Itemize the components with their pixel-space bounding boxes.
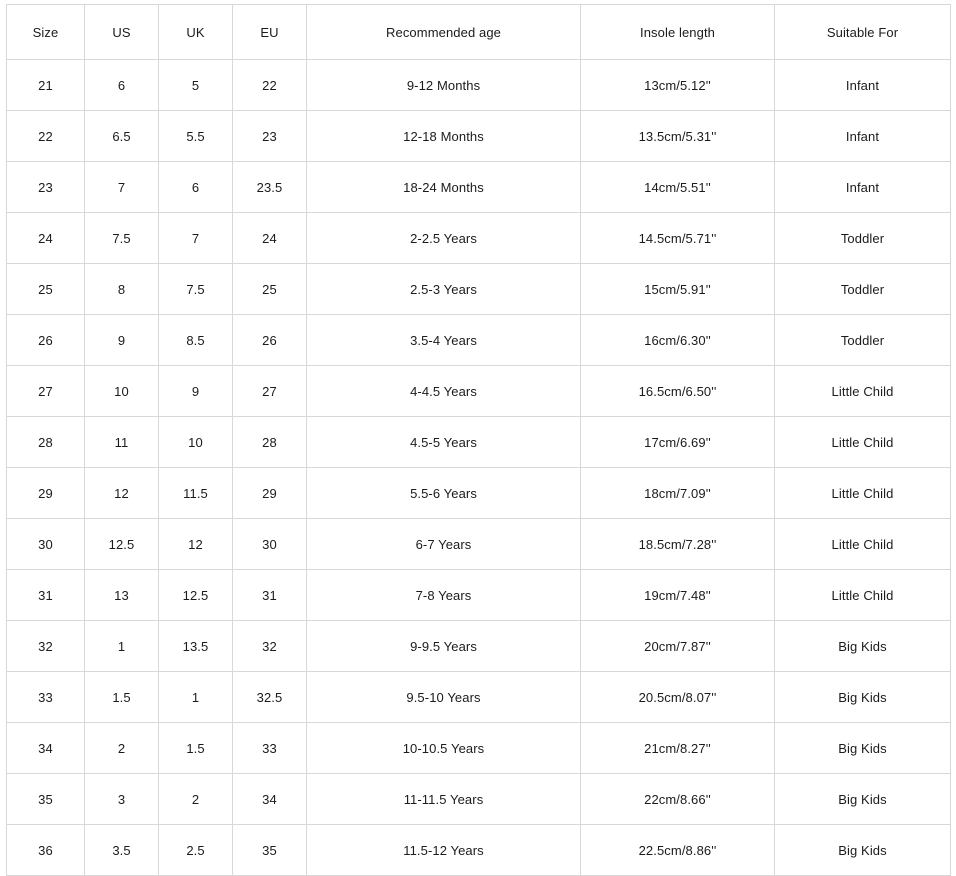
cell-size: 33 (7, 672, 85, 723)
cell-uk: 12 (159, 519, 233, 570)
cell-eu: 23.5 (233, 162, 307, 213)
cell-us: 3.5 (85, 825, 159, 876)
cell-us: 8 (85, 264, 159, 315)
cell-insole-length: 18cm/7.09'' (581, 468, 775, 519)
cell-size: 35 (7, 774, 85, 825)
cell-recommended-age: 5.5-6 Years (307, 468, 581, 519)
cell-eu: 33 (233, 723, 307, 774)
table-row (7, 570, 951, 621)
cell-uk: 2.5 (159, 825, 233, 876)
cell-recommended-age: 10-10.5 Years (307, 723, 581, 774)
cell-insole-length: 13cm/5.12'' (581, 60, 775, 111)
cell-recommended-age: 6-7 Years (307, 519, 581, 570)
cell-size: 27 (7, 366, 85, 417)
size-chart-table (6, 4, 951, 876)
table-row (7, 621, 951, 672)
cell-recommended-age: 11-11.5 Years (307, 774, 581, 825)
table-row (7, 162, 951, 213)
cell-uk: 1.5 (159, 723, 233, 774)
cell-size: 34 (7, 723, 85, 774)
cell-recommended-age: 4.5-5 Years (307, 417, 581, 468)
cell-insole-length: 21cm/8.27'' (581, 723, 775, 774)
cell-uk: 6 (159, 162, 233, 213)
cell-uk: 12.5 (159, 570, 233, 621)
cell-size: 23 (7, 162, 85, 213)
cell-eu: 31 (233, 570, 307, 621)
cell-us: 12 (85, 468, 159, 519)
cell-us: 6.5 (85, 111, 159, 162)
column-header-suitable-for: Suitable For (775, 5, 951, 60)
cell-recommended-age: 7-8 Years (307, 570, 581, 621)
cell-uk: 10 (159, 417, 233, 468)
cell-us: 6 (85, 60, 159, 111)
cell-eu: 28 (233, 417, 307, 468)
table-row (7, 672, 951, 723)
cell-uk: 13.5 (159, 621, 233, 672)
cell-eu: 25 (233, 264, 307, 315)
cell-size: 24 (7, 213, 85, 264)
cell-insole-length: 14.5cm/5.71'' (581, 213, 775, 264)
cell-eu: 30 (233, 519, 307, 570)
cell-suitable-for: Toddler (775, 315, 951, 366)
cell-eu: 32 (233, 621, 307, 672)
cell-insole-length: 20cm/7.87'' (581, 621, 775, 672)
cell-suitable-for: Big Kids (775, 672, 951, 723)
cell-recommended-age: 9.5-10 Years (307, 672, 581, 723)
table-row (7, 213, 951, 264)
cell-size: 26 (7, 315, 85, 366)
cell-recommended-age: 11.5-12 Years (307, 825, 581, 876)
table-row (7, 417, 951, 468)
cell-insole-length: 16cm/6.30'' (581, 315, 775, 366)
table-row (7, 264, 951, 315)
cell-size: 25 (7, 264, 85, 315)
cell-insole-length: 16.5cm/6.50'' (581, 366, 775, 417)
cell-uk: 7 (159, 213, 233, 264)
cell-eu: 35 (233, 825, 307, 876)
column-header-eu: EU (233, 5, 307, 60)
cell-size: 32 (7, 621, 85, 672)
cell-suitable-for: Little Child (775, 519, 951, 570)
cell-size: 36 (7, 825, 85, 876)
cell-insole-length: 22.5cm/8.86'' (581, 825, 775, 876)
cell-suitable-for: Big Kids (775, 723, 951, 774)
cell-insole-length: 20.5cm/8.07'' (581, 672, 775, 723)
cell-suitable-for: Little Child (775, 417, 951, 468)
cell-us: 11 (85, 417, 159, 468)
column-header-size: Size (7, 5, 85, 60)
cell-insole-length: 18.5cm/7.28'' (581, 519, 775, 570)
cell-insole-length: 19cm/7.48'' (581, 570, 775, 621)
cell-size: 31 (7, 570, 85, 621)
table-row (7, 825, 951, 876)
cell-eu: 23 (233, 111, 307, 162)
cell-suitable-for: Big Kids (775, 621, 951, 672)
cell-uk: 8.5 (159, 315, 233, 366)
cell-us: 13 (85, 570, 159, 621)
table-row (7, 315, 951, 366)
cell-recommended-age: 4-4.5 Years (307, 366, 581, 417)
cell-uk: 1 (159, 672, 233, 723)
table-row (7, 60, 951, 111)
cell-suitable-for: Little Child (775, 366, 951, 417)
cell-insole-length: 15cm/5.91'' (581, 264, 775, 315)
cell-insole-length: 14cm/5.51'' (581, 162, 775, 213)
cell-us: 9 (85, 315, 159, 366)
cell-eu: 27 (233, 366, 307, 417)
column-header-insole-length: Insole length (581, 5, 775, 60)
cell-suitable-for: Infant (775, 162, 951, 213)
cell-size: 30 (7, 519, 85, 570)
table-row (7, 774, 951, 825)
cell-eu: 32.5 (233, 672, 307, 723)
table-row (7, 366, 951, 417)
cell-uk: 5 (159, 60, 233, 111)
cell-size: 21 (7, 60, 85, 111)
cell-eu: 24 (233, 213, 307, 264)
cell-suitable-for: Big Kids (775, 825, 951, 876)
cell-recommended-age: 2-2.5 Years (307, 213, 581, 264)
cell-insole-length: 13.5cm/5.31'' (581, 111, 775, 162)
table-header (7, 5, 951, 60)
cell-suitable-for: Big Kids (775, 774, 951, 825)
table-row (7, 519, 951, 570)
cell-recommended-age: 12-18 Months (307, 111, 581, 162)
cell-eu: 26 (233, 315, 307, 366)
cell-recommended-age: 2.5-3 Years (307, 264, 581, 315)
cell-uk: 11.5 (159, 468, 233, 519)
cell-suitable-for: Toddler (775, 264, 951, 315)
cell-us: 10 (85, 366, 159, 417)
cell-size: 29 (7, 468, 85, 519)
cell-suitable-for: Infant (775, 60, 951, 111)
cell-suitable-for: Infant (775, 111, 951, 162)
cell-uk: 7.5 (159, 264, 233, 315)
table-row (7, 723, 951, 774)
cell-insole-length: 22cm/8.66'' (581, 774, 775, 825)
table-row (7, 468, 951, 519)
cell-us: 1 (85, 621, 159, 672)
cell-us: 7 (85, 162, 159, 213)
column-header-recommended-age: Recommended age (307, 5, 581, 60)
cell-us: 2 (85, 723, 159, 774)
table-row (7, 111, 951, 162)
table-body (7, 60, 951, 876)
cell-insole-length: 17cm/6.69'' (581, 417, 775, 468)
cell-recommended-age: 3.5-4 Years (307, 315, 581, 366)
cell-uk: 9 (159, 366, 233, 417)
cell-recommended-age: 9-12 Months (307, 60, 581, 111)
cell-uk: 2 (159, 774, 233, 825)
cell-size: 28 (7, 417, 85, 468)
cell-us: 7.5 (85, 213, 159, 264)
cell-recommended-age: 18-24 Months (307, 162, 581, 213)
cell-eu: 34 (233, 774, 307, 825)
cell-uk: 5.5 (159, 111, 233, 162)
table-header-row (7, 5, 951, 60)
cell-recommended-age: 9-9.5 Years (307, 621, 581, 672)
cell-suitable-for: Toddler (775, 213, 951, 264)
cell-eu: 22 (233, 60, 307, 111)
cell-size: 22 (7, 111, 85, 162)
column-header-uk: UK (159, 5, 233, 60)
column-header-us: US (85, 5, 159, 60)
cell-us: 12.5 (85, 519, 159, 570)
cell-suitable-for: Little Child (775, 570, 951, 621)
cell-eu: 29 (233, 468, 307, 519)
cell-us: 3 (85, 774, 159, 825)
cell-suitable-for: Little Child (775, 468, 951, 519)
cell-us: 1.5 (85, 672, 159, 723)
